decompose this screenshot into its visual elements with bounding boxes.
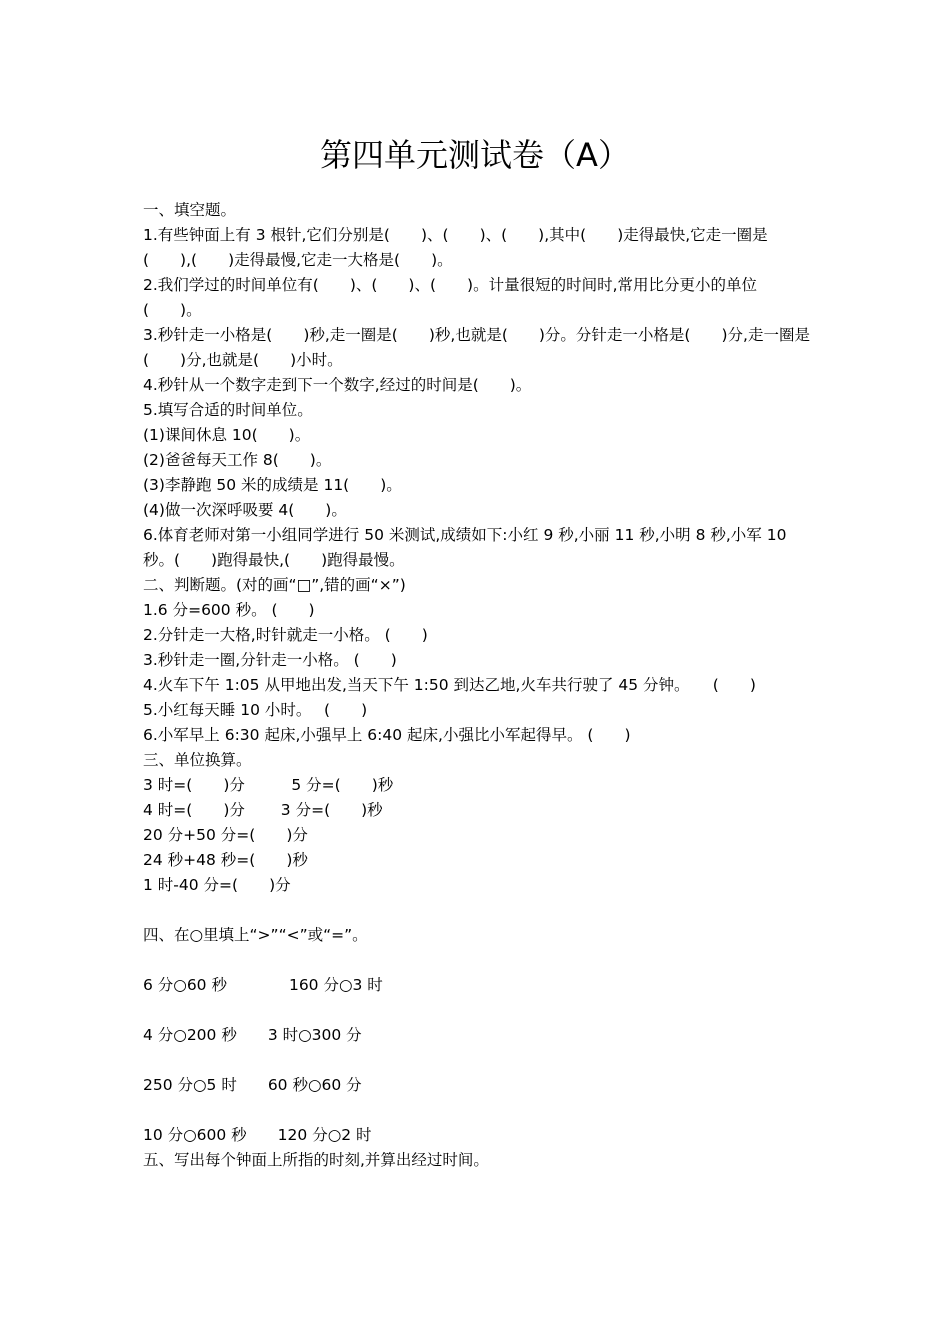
question-5-4: (4)做一次深呼吸要 4( )。 [143,501,347,519]
question-3: 3.秒针走一小格是( )秒,走一圈是( )秒,也就是( )分。分针走一小格是( )分,走一圈是( )分,也就是( )小时。 [143,326,810,369]
judge-item: 3.秒针走一圈,分针走一小格。 ( ) [143,651,397,669]
conversion-item: 20 分+50 分=( )分 [143,826,308,844]
question-4: 4.秒针从一个数字走到下一个数字,经过的时间是( )。 [143,376,532,394]
judge-item: 6.小军早上 6:30 起床,小强早上 6:40 起床,小强比小军起得早。 ( ) [143,726,631,744]
question-6: 6.体育老师对第一小组同学进行 50 米测试,成绩如下:小红 9 秒,小丽 11 秒,小明 8 秒,小军 10 秒。( )跑得最快,( )跑得最慢。 [143,526,792,569]
judge-item: 1.6 分=600 秒。 ( ) [143,601,315,619]
section-heading-compare: 四、在○里填上“>”“<”或“=”。 [143,926,368,944]
judge-item: 2.分针走一大格,时针就走一小格。 ( ) [143,626,428,644]
question-5-2: (2)爸爸每天工作 8( )。 [143,451,332,469]
section-heading-fill-blank: 一、填空题。 [143,201,237,219]
judge-item: 5.小红每天睡 10 小时。 ( ) [143,701,368,719]
conversion-item: 1 时-40 分=( )分 [143,876,291,894]
section-heading-unit-conversion: 三、单位换算。 [143,751,252,769]
conversion-item: 24 秒+48 秒=( )秒 [143,851,308,869]
question-5-1: (1)课间休息 10( )。 [143,426,311,444]
question-5: 5.填写合适的时间单位。 [143,401,313,419]
question-5-3: (3)李静跑 50 米的成绩是 11( )。 [143,476,402,494]
page-title: 第四单元测试卷（A） [320,136,630,174]
conversion-item: 4 时=( )分 3 分=( )秒 [143,801,383,819]
worksheet-content [143,198,813,1173]
section-heading-clock-reading: 五、写出每个钟面上所指的时刻,并算出经过时间。 [143,1151,489,1169]
judge-item: 4.火车下午 1:05 从甲地出发,当天下午 1:50 到达乙地,火车共行驶了 45 分钟。 ( ) [143,676,756,694]
question-1: 1.有些钟面上有 3 根针,它们分别是( )、( )、( ),其中( )走得最快,它走一圈是( ),( )走得最慢,它走一大格是( )。 [143,226,768,269]
compare-item: 6 分○60 秒 160 分○3 时 [143,976,383,994]
question-2: 2.我们学过的时间单位有( )、( )、( )。计量很短的时间时,常用比分更小的单位( )。 [143,276,758,319]
compare-item: 250 分○5 时 60 秒○60 分 [143,1076,362,1094]
section-heading-true-false: 二、判断题。(对的画“□”,错的画“×”) [143,576,406,594]
compare-item: 10 分○600 秒 120 分○2 时 [143,1126,372,1144]
compare-item: 4 分○200 秒 3 时○300 分 [143,1026,362,1044]
conversion-item: 3 时=( )分 5 分=( )秒 [143,776,394,794]
